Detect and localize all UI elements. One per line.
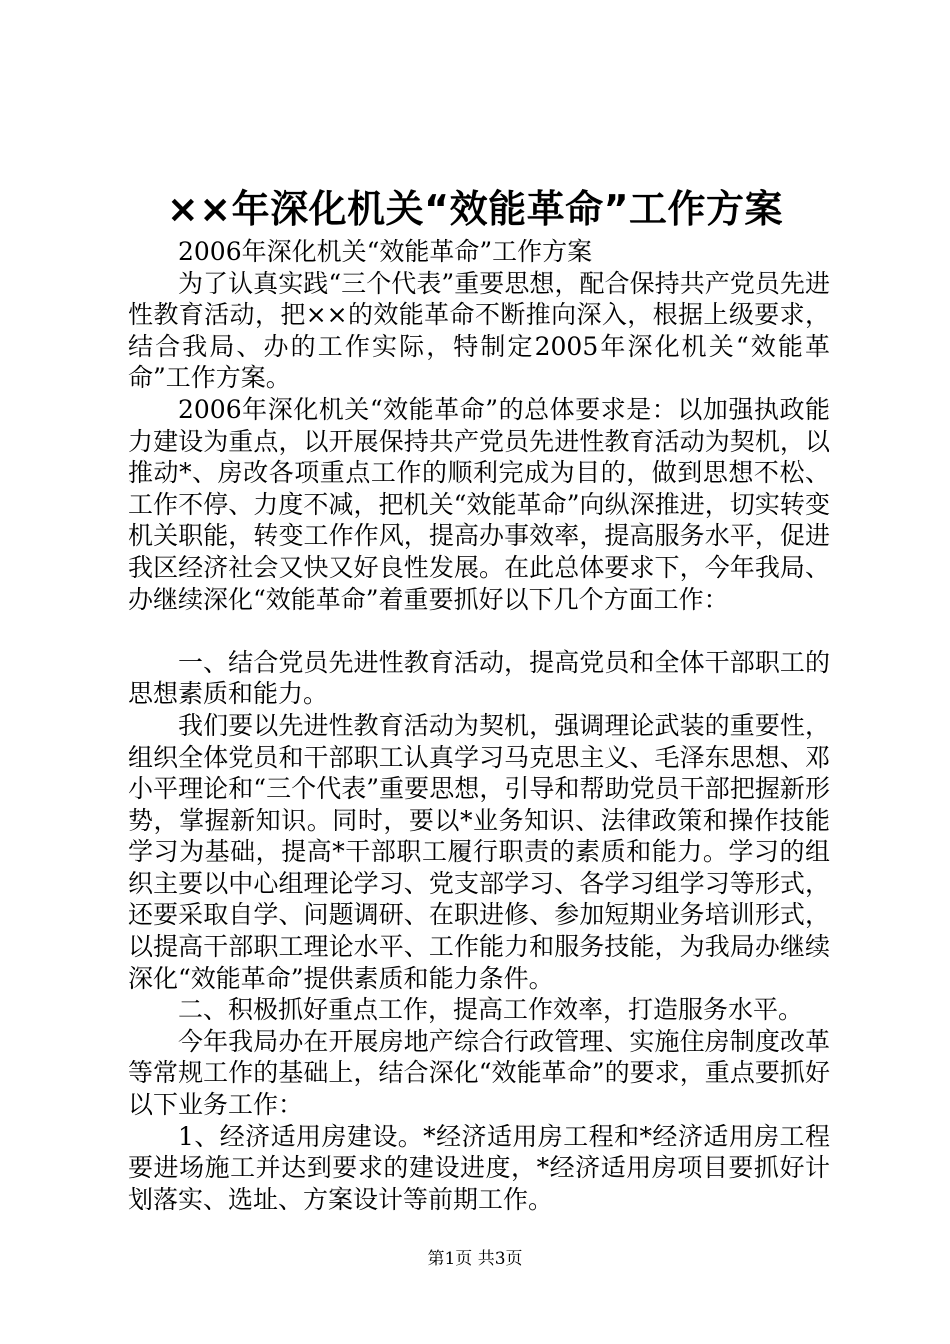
page-footer: 第1页 共3页 [427, 1249, 523, 1269]
section-heading-2: 二、积极抓好重点工作，提高工作效率，打造服务水平。 [178, 995, 804, 1025]
document-title: ××年深化机关“效能革命”工作方案 [166, 187, 784, 231]
paragraph-section-2: 今年我局办在开展房地产综合行政管理、实施住房制度改革等常规工作的基础上，结合深化“效能革命”的要求，重点要抓好以下业务工作： [128, 1026, 830, 1120]
paragraph-intro: 为了认真实践“三个代表”重要思想，配合保持共产党员先进性教育活动，把××的效能革命不断推向深入，根据上级要求，结合我局、办的工作实际，特制定2005年深化机关“效能革命”工作方案。 [128, 268, 830, 393]
paragraph-item-1: 1、经济适用房建设。*经济适用房工程和*经济适用房工程要进场施工并达到要求的建设进度，*经济适用房项目要抓好计划落实、选址、方案设计等前期工作。 [128, 1121, 830, 1214]
paragraph-section-1: 我们要以先进性教育活动为契机，强调理论武装的重要性，组织全体党员和干部职工认真学习马克思主义、毛泽东思想、邓小平理论和“三个代表”重要思想，引导和帮助党员干部把握新形势，掌握新知识。同时，要以*业务知识、法律政策和操作技能学习为基础，提高*干部职工履行职责的素质和能力。学习的组织主要以中心组理论学习、党支部学习、各学习组学习等形式，还要采取自学、问题调研、在职进修、参加短期业务培训形式，以提高干部职工理论水平、工作能力和服务技能，为我局办继续深化“效能革命”提供素质和能力条件。 [128, 710, 830, 993]
document-body [128, 236, 830, 1215]
paragraph-overall-requirements: 2006年深化机关“效能革命”的总体要求是：以加强执政能力建设为重点，以开展保持共产党员先进性教育活动为契机，以推动*、房改各项重点工作的顺利完成为目的，做到思想不松、工作不停、力度不减，把机关“效能革命”向纵深推进，切实转变机关职能，转变工作作风，提高办事效率，提高服务水平，促进我区经济社会又快又好良性发展。在此总体要求下，今年我局、办继续深化“效能革命”着重要抓好以下几个方面工作： [128, 394, 830, 614]
section-heading-1: 一、结合党员先进性教育活动，提高党员和全体干部职工的思想素质和能力。 [128, 647, 830, 709]
paragraph-subtitle: 2006年深化机关“效能革命”工作方案 [178, 237, 593, 266]
